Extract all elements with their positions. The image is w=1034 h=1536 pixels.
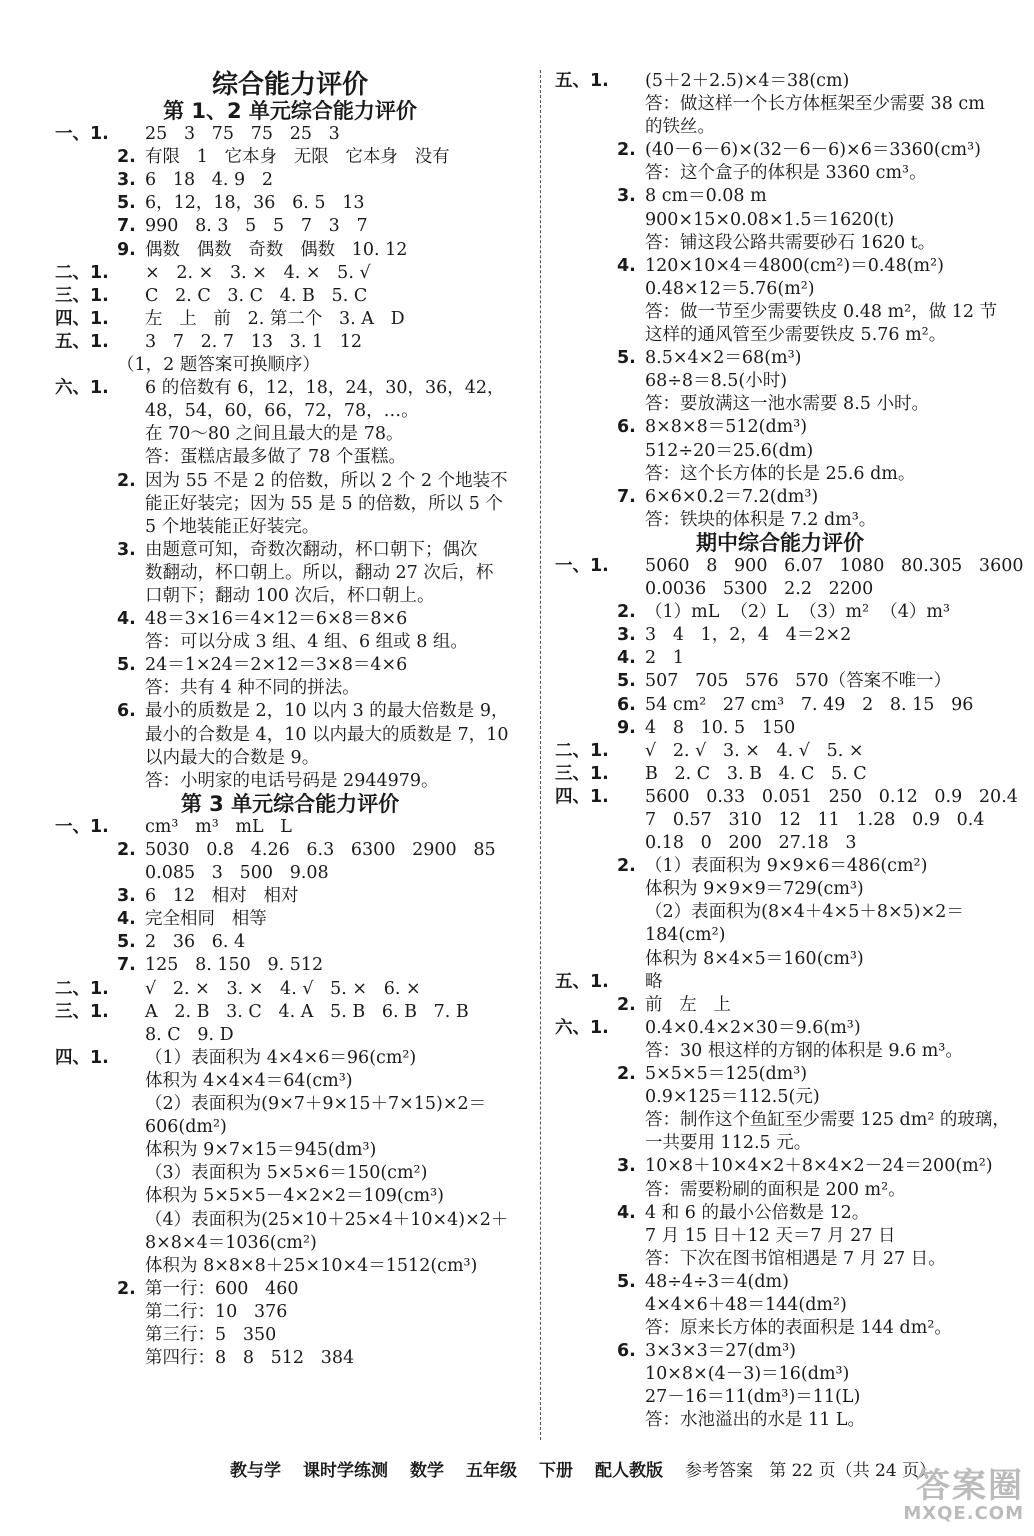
- answer-line: [55, 1232, 525, 1255]
- footer-item: 配人教版: [595, 1461, 663, 1481]
- answer-line: [555, 463, 1005, 486]
- answer-line: [55, 839, 525, 862]
- answer-text: 5×5×5＝125(dm³): [645, 1064, 808, 1085]
- answer-line: [55, 446, 525, 469]
- answer-text: （2）表面积为(8×4＋4×5＋8×5)×2＝: [645, 902, 964, 923]
- answer-line: [555, 948, 1005, 971]
- answer-text: cm³ m³ mL L: [145, 816, 292, 837]
- question-number: 5.: [117, 193, 136, 214]
- answer-line: [555, 1040, 1005, 1063]
- answer-line: [555, 601, 1005, 624]
- answer-line: [555, 670, 1005, 693]
- answer-line: [55, 123, 525, 146]
- answer-text: 6×6×0.2＝7.2(dm³): [645, 486, 819, 507]
- answer-text: 8. C 9. D: [145, 1024, 234, 1045]
- footer-item: 教与学: [230, 1461, 281, 1481]
- answer-line: [555, 301, 1005, 324]
- question-number: 3.: [617, 186, 636, 207]
- answer-line: [55, 539, 525, 562]
- answer-text: 0.4×0.4×2×30＝9.6(m³): [645, 1017, 861, 1038]
- answer-text: (5＋2＋2.5)×4＝38(cm): [645, 71, 850, 91]
- answer-text: 507 705 576 570（答案不唯一）: [645, 671, 952, 692]
- answer-text: 8.5×4×2＝68(m³): [645, 348, 802, 369]
- answer-line: [555, 1155, 1005, 1178]
- answer-line: [555, 393, 1005, 416]
- answer-text: 25 3 75 75 25 3: [145, 124, 340, 145]
- answer-line: [555, 624, 1005, 647]
- question-number: 2.: [617, 602, 636, 623]
- question-number: 五、1.: [555, 971, 609, 992]
- footer-item: 下册: [539, 1461, 573, 1481]
- answer-line: [555, 832, 1005, 855]
- answer-line: [555, 1202, 1005, 1225]
- question-number: 4.: [617, 255, 636, 276]
- question-number: 2.: [617, 140, 636, 161]
- answer-text: 答：铺这段公路共需要砂石 1620 t。: [645, 232, 936, 253]
- answer-line: [55, 1001, 525, 1024]
- answer-line: [55, 677, 525, 700]
- question-number: 7.: [617, 486, 636, 507]
- answer-text: (40－6－6)×(32－6－6)×6＝3360(cm³): [645, 140, 981, 161]
- question-number: 3.: [617, 1156, 636, 1177]
- question-number: 5.: [617, 1271, 636, 1292]
- answer-line: [555, 232, 1005, 255]
- watermark-bottom: MXQE.COM: [903, 1503, 1024, 1524]
- answer-text: 答：30 根这样的方钢的体积是 9.6 m³。: [645, 1040, 963, 1061]
- watermark-logo: [854, 1468, 1024, 1528]
- answer-line: [55, 931, 525, 954]
- question-number: 三、1.: [55, 1001, 109, 1022]
- question-number: 3.: [117, 170, 136, 191]
- answer-line: [55, 816, 525, 839]
- answer-text: 5 个地装能正好装完。: [145, 516, 320, 537]
- answer-text: 8×8×4＝1036(cm²): [145, 1232, 317, 1253]
- answer-line: [55, 770, 525, 793]
- answer-line: [555, 1386, 1005, 1409]
- question-number: 2.: [617, 856, 636, 877]
- answer-text: 答：要放满这一池水需要 8.5 小时。: [645, 394, 929, 415]
- answer-line: [55, 1347, 525, 1370]
- question-number: 2.: [617, 994, 636, 1015]
- answer-text: 990 8. 3 5 5 7 3 7: [145, 216, 368, 237]
- answer-line: [555, 1317, 1005, 1340]
- question-number: 7.: [117, 216, 136, 237]
- answer-text: 900×15×0.08×1.5＝1620(t): [645, 209, 895, 230]
- answer-text: 10×8×(4－3)＝16(dm³): [645, 1364, 850, 1385]
- answer-text: 3×3×3＝27(dm³): [645, 1341, 796, 1362]
- answer-line: [555, 1363, 1005, 1386]
- answer-text: 48＝3×16＝4×12＝6×8＝8×6: [145, 609, 408, 630]
- answer-text: 体积为 4×4×4＝64(cm³): [145, 1070, 353, 1091]
- answer-line: [55, 954, 525, 977]
- question-number: 3.: [117, 539, 136, 560]
- answer-text: 体积为 9×9×9＝729(cm³): [645, 879, 864, 900]
- answer-text: 答：这个盒子的体积是 3360 cm³。: [645, 163, 927, 184]
- answer-text: 以内最大的合数是 9。: [145, 747, 320, 768]
- answer-text: （1，2 题答案可换顺序）: [117, 355, 320, 376]
- left-column: [55, 70, 525, 1370]
- question-number: 4.: [617, 1202, 636, 1223]
- page-footer: [230, 1456, 958, 1486]
- answer-text: 2 1: [645, 648, 684, 669]
- answer-line: [55, 1162, 525, 1185]
- question-number: 二、1.: [55, 262, 109, 283]
- answer-text: √ 2. × 3. × 4. √ 5. × 6. ×: [145, 978, 421, 999]
- question-number: 五、1.: [555, 71, 609, 91]
- answer-text: 6 18 4. 9 2: [145, 170, 273, 191]
- watermark-top: 答案圈: [916, 1466, 1024, 1506]
- answer-line: [555, 93, 1005, 116]
- answer-text: 答：下次在图书馆相遇是 7 月 27 日。: [645, 1248, 946, 1269]
- footer-item: 数学: [410, 1461, 444, 1481]
- answer-line: [55, 377, 525, 400]
- answer-text: 3 7 2. 7 13 3. 1 12: [145, 331, 363, 352]
- answer-line: [555, 440, 1005, 463]
- main-title: 综合能力评价: [211, 70, 368, 100]
- answer-text: 有限 1 它本身 无限 它本身 没有: [145, 147, 450, 168]
- answer-line: [55, 239, 525, 262]
- question-number: 六、1.: [55, 378, 109, 399]
- answer-text: （1）表面积为 9×9×6＝486(cm²): [645, 856, 928, 877]
- answer-text: 3 4 1，2，4 4＝2×2: [645, 625, 852, 646]
- answer-line: [555, 1109, 1010, 1132]
- answer-text: （1）mL （2）L （3）m² （4）m³: [645, 602, 950, 623]
- answer-text: 偶数 偶数 奇数 偶数 10. 12: [145, 239, 408, 260]
- question-number: 9.: [617, 717, 636, 738]
- answer-text: 0.18 0 200 27.18 3: [645, 833, 857, 854]
- right-column: [555, 70, 1024, 1433]
- answer-line: [555, 694, 1005, 717]
- answer-text: 0.0036 5300 2.2 2200: [645, 579, 874, 600]
- answer-text: 5060 8 900 6.07 1080 80.305 3600: [645, 555, 1024, 576]
- answer-line: [555, 509, 1005, 532]
- question-number: 7.: [117, 955, 136, 976]
- answer-text: 体积为 8×4×5＝160(cm³): [645, 948, 864, 969]
- answer-text: 最小的质数是 2，10 以内 3 的最大倍数是 9，: [145, 701, 509, 722]
- answer-text: 在 70～80 之间且最大的是 78。: [145, 424, 404, 445]
- answer-text: 第二行：10 376: [145, 1301, 288, 1322]
- answer-line: [555, 116, 1005, 139]
- answer-line: [555, 647, 1005, 670]
- answer-text: 606(dm²): [145, 1117, 227, 1138]
- answer-line: [55, 146, 525, 169]
- answer-text: A 2. B 3. C 4. A 5. B 6. B 7. B: [145, 1001, 469, 1022]
- question-number: 2.: [617, 1064, 636, 1085]
- answer-line: [555, 162, 1005, 185]
- answer-text: 48÷4÷3＝4(dm): [645, 1271, 789, 1292]
- answer-text: 完全相同 相等: [145, 909, 267, 930]
- answer-line: [55, 215, 525, 238]
- question-number: 2.: [117, 147, 136, 168]
- question-number: 6.: [117, 701, 136, 722]
- answer-line: [55, 1324, 525, 1347]
- answer-line: [55, 724, 525, 747]
- answer-text: 体积为 9×7×15＝945(dm³): [145, 1140, 377, 1161]
- question-number: 2.: [117, 1278, 136, 1299]
- section-heading: 第 1、2 单元综合能力评价: [163, 99, 417, 123]
- answer-line: [555, 855, 1005, 878]
- answer-text: 4×4×6＋48＝144(dm²): [645, 1294, 847, 1315]
- answer-line: [55, 1093, 525, 1116]
- answer-line: [55, 1070, 525, 1093]
- answer-line: [555, 1271, 1005, 1294]
- question-number: 五、1.: [55, 331, 109, 352]
- footer-item: 五年级: [466, 1461, 517, 1481]
- answer-line: [555, 1017, 1005, 1040]
- answer-line: [555, 717, 1005, 740]
- answer-line: [555, 255, 1005, 278]
- answer-text: 4 和 6 的最小公倍数是 12。: [645, 1202, 870, 1223]
- question-number: 三、1.: [555, 763, 609, 784]
- answer-text: × 2. × 3. × 4. × 5. √: [145, 262, 371, 283]
- answer-text: 答：这个长方体的长是 25.6 dm。: [645, 463, 916, 484]
- answer-text: 6 的倍数有 6，12，18，24，30，36，42，: [145, 378, 505, 399]
- answer-text: 0.48×12＝5.76(m²): [645, 278, 815, 299]
- answer-line: [555, 555, 1024, 578]
- answer-text: 答：铁块的体积是 7.2 dm³。: [645, 509, 877, 530]
- answer-text: 因为 55 不是 2 的倍数，所以 2 个 2 个地装不: [145, 470, 508, 491]
- answer-text: （1）表面积为 4×4×6＝96(cm²): [145, 1047, 417, 1068]
- answer-line: [555, 486, 1005, 509]
- answer-line: [55, 285, 525, 308]
- answer-line: [555, 70, 1005, 93]
- column-divider: [540, 70, 541, 1440]
- answer-text: 这样的通风管至少需要铁皮 5.76 m²。: [645, 325, 947, 346]
- answer-line: [55, 1209, 525, 1232]
- answer-text: 48，54，60，66，72，78，…。: [145, 401, 419, 422]
- question-number: 四、1.: [55, 308, 109, 329]
- question-number: 6.: [617, 417, 636, 438]
- section-heading: 第 3 单元综合能力评价: [180, 791, 400, 816]
- answer-text: （4）表面积为(25×10＋25×4＋10×4)×2＋: [145, 1209, 509, 1230]
- answer-text: 左 上 前 2. 第二个 3. A D: [145, 308, 405, 329]
- answer-line: [555, 878, 1005, 901]
- question-number: 5.: [117, 655, 136, 676]
- answer-line: [555, 994, 1005, 1017]
- question-number: 三、1.: [55, 285, 109, 306]
- question-number: 3.: [117, 886, 136, 907]
- answer-line: [55, 608, 525, 631]
- answer-line: [55, 654, 525, 677]
- answer-text: 5600 0.33 0.051 250 0.12 0.9 20.4: [645, 786, 1018, 807]
- answer-line: [55, 516, 525, 539]
- footer-item: 课时学练测: [303, 1461, 388, 1481]
- answer-line: [55, 493, 525, 516]
- answer-text: 最小的合数是 4，10 以内最大的质数是 7，10: [145, 724, 509, 745]
- answer-text: 184(cm²): [645, 925, 726, 946]
- answer-text: 答：制作这个鱼缸至少需要 125 dm² 的玻璃，: [645, 1110, 1010, 1131]
- answer-text: 答：共有 4 种不同的拼法。: [145, 678, 360, 699]
- question-number: 4.: [617, 648, 636, 669]
- answer-line: [555, 1063, 1005, 1086]
- question-number: 一、1.: [555, 555, 609, 576]
- answer-line: [55, 862, 525, 885]
- answer-line: [555, 901, 1005, 924]
- answer-line: [555, 185, 1005, 208]
- answer-line: [55, 400, 525, 423]
- answer-text: 7 0.57 310 12 11 1.28 0.9 0.4: [645, 810, 985, 830]
- answer-line: [55, 700, 525, 723]
- answer-text: 答：做一节至少需要铁皮 0.48 m²，做 12 节: [645, 301, 998, 322]
- answer-line: [55, 908, 525, 931]
- answer-text: 答：水池溢出的水是 11 L。: [645, 1410, 866, 1431]
- question-number: 四、1.: [555, 786, 609, 807]
- answer-line: [55, 1185, 525, 1208]
- answer-text: 体积为 8×8×8＋25×10×4＝1512(cm³): [145, 1255, 478, 1276]
- answer-line: [555, 139, 1005, 162]
- answer-line: [55, 1116, 525, 1139]
- question-number: 5.: [117, 932, 136, 953]
- answer-line: [555, 809, 1005, 832]
- answer-line: [55, 631, 525, 654]
- answer-text: 6 12 相对 相对: [145, 886, 299, 907]
- answer-text: 7 月 15 日＋12 天＝7 月 27 日: [645, 1225, 896, 1246]
- answer-line: [555, 209, 1005, 232]
- question-number: 3.: [617, 625, 636, 646]
- answer-line: [555, 578, 1005, 601]
- question-number: 二、1.: [555, 740, 609, 761]
- question-number: 5.: [617, 671, 636, 692]
- answer-text: 口朝下；翻动 100 次后，杯口朝上。: [145, 585, 435, 606]
- answer-text: 8×8×8＝512(dm³): [645, 417, 808, 438]
- answer-line: [55, 354, 525, 377]
- answer-text: 答：需要粉刷的面积是 200 m²。: [645, 1179, 906, 1200]
- answer-text: 512÷20＝25.6(dm): [645, 440, 814, 461]
- footer-page-number: 参考答案 第 22 页（共 24 页）: [685, 1461, 937, 1481]
- question-number: 六、1.: [555, 1017, 609, 1038]
- answer-text: 24＝1×24＝2×12＝3×8＝4×6: [145, 655, 408, 676]
- answer-line: [555, 786, 1018, 809]
- answer-line: [555, 1132, 1005, 1155]
- answer-text: 答：小明家的电话号码是 2944979。: [145, 770, 439, 791]
- question-number: 2.: [117, 470, 136, 491]
- answer-line: [555, 1225, 1005, 1248]
- question-number: 6.: [617, 694, 636, 715]
- answer-text: 第一行：600 460: [145, 1278, 299, 1299]
- question-number: 四、1.: [55, 1047, 109, 1068]
- answer-text: 一共要用 112.5 元。: [645, 1133, 812, 1154]
- answer-line: [555, 1294, 1005, 1317]
- answer-text: 0.085 3 500 9.08: [145, 863, 329, 884]
- answer-text: （2）表面积为(9×7＋9×15＋7×15)×2＝: [145, 1094, 487, 1115]
- answer-line: [555, 924, 1005, 947]
- answer-text: 10×8＋10×4×2＋8×4×2－24＝200(m²): [645, 1156, 993, 1177]
- question-number: 一、1.: [55, 124, 109, 145]
- question-number: 二、1.: [55, 978, 109, 999]
- answer-line: [555, 971, 1005, 994]
- question-number: 6.: [617, 1341, 636, 1362]
- answer-text: √ 2. √ 3. × 4. √ 5. ×: [645, 740, 864, 761]
- answer-text: 答：做这样一个长方体框架至少需要 38 cm: [645, 94, 985, 115]
- answer-text: 前 左 上: [645, 994, 731, 1015]
- answer-line: [555, 763, 1005, 786]
- answer-text: 8 cm＝0.08 m: [645, 186, 767, 207]
- answer-text: 68÷8＝8.5(小时): [645, 371, 788, 392]
- answer-text: 125 8. 150 9. 512: [145, 955, 324, 976]
- answer-line: [555, 370, 1005, 393]
- answer-line: [55, 562, 525, 585]
- answer-text: （3）表面积为 5×5×6＝150(cm²): [145, 1163, 428, 1184]
- answer-line: [555, 347, 1005, 370]
- question-number: 4.: [117, 609, 136, 630]
- answer-line: [55, 978, 525, 1001]
- answer-text: 第三行：5 350: [145, 1324, 277, 1345]
- answer-line: [555, 1248, 1005, 1271]
- answer-text: 2 36 6. 4: [145, 932, 246, 953]
- answer-text: 120×10×4＝4800(cm²)＝0.48(m²): [645, 255, 944, 276]
- answer-text: B 2. C 3. B 4. C 5. C: [645, 763, 867, 784]
- answer-line: [55, 885, 525, 908]
- answer-line: [55, 470, 525, 493]
- answer-text: 0.9×125＝112.5(元): [645, 1087, 820, 1108]
- answer-line: [55, 331, 525, 354]
- answer-text: 第四行：8 8 512 384: [145, 1348, 355, 1369]
- answer-text: 数翻动，杯口朝上。所以，翻动 27 次后，杯: [145, 562, 494, 583]
- answer-line: [55, 192, 525, 215]
- answer-text: 4 8 10. 5 150: [645, 717, 796, 738]
- answer-text: 6，12，18，36 6. 5 13: [145, 193, 365, 214]
- answer-line: [555, 1340, 1005, 1363]
- question-number: 9.: [117, 239, 136, 260]
- answer-line: [55, 1139, 525, 1162]
- answer-line: [55, 747, 525, 770]
- answer-line: [55, 585, 525, 608]
- question-number: 4.: [117, 909, 136, 930]
- answer-line: [555, 1086, 1005, 1109]
- answer-line: [555, 740, 1005, 763]
- answer-text: 由题意可知，奇数次翻动，杯口朝下；偶次: [145, 539, 478, 560]
- answer-line: [555, 324, 1005, 347]
- answer-text: 答：可以分成 3 组、4 组、6 组或 8 组。: [145, 632, 468, 653]
- answer-line: [55, 1278, 525, 1301]
- answer-line: [55, 1047, 525, 1070]
- answer-text: 略: [645, 971, 663, 992]
- answer-text: 5030 0.8 4.26 6.3 6300 2900 85: [145, 840, 496, 860]
- question-number: 5.: [617, 348, 636, 369]
- answer-text: 27－16＝11(dm³)＝11(L): [645, 1387, 861, 1408]
- answer-line: [55, 169, 525, 192]
- question-number: 2.: [117, 840, 136, 860]
- answer-line: [55, 1024, 525, 1047]
- answer-line: [555, 1409, 1005, 1432]
- answer-text: 答：原来长方体的表面积是 144 dm²。: [645, 1318, 952, 1339]
- answer-line: [55, 423, 525, 446]
- answer-text: 能正好装完；因为 55 是 5 的倍数，所以 5 个: [145, 493, 503, 514]
- answer-text: C 2. C 3. C 4. B 5. C: [145, 285, 368, 306]
- answer-line: [555, 416, 1005, 439]
- answer-line: [55, 262, 525, 285]
- answer-text: 的铁丝。: [645, 117, 715, 138]
- answer-line: [555, 1179, 1005, 1202]
- answer-text: 体积为 5×5×5－4×2×2＝109(cm³): [145, 1186, 444, 1207]
- question-number: 一、1.: [55, 816, 109, 837]
- answer-line: [55, 1255, 525, 1278]
- answer-text: 答：蛋糕店最多做了 78 个蛋糕。: [145, 447, 406, 468]
- answer-text: 54 cm² 27 cm³ 7. 49 2 8. 15 96: [645, 694, 974, 715]
- answer-line: [55, 1301, 525, 1324]
- answer-line: [555, 278, 1005, 301]
- answer-line: [55, 308, 525, 331]
- section-heading: 期中综合能力评价: [696, 530, 864, 555]
